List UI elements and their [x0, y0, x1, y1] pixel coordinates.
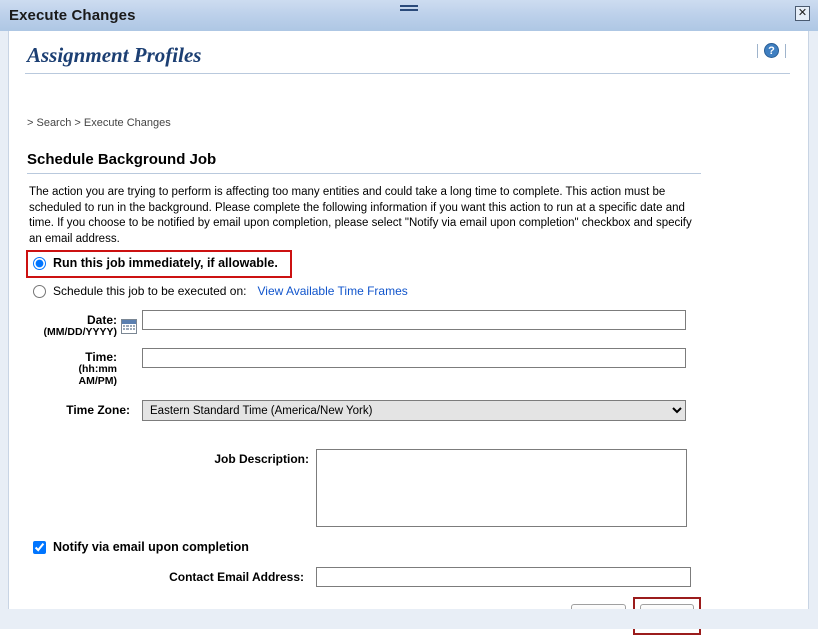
job-description-textarea[interactable]: [316, 449, 687, 527]
divider: [785, 44, 786, 58]
breadcrumb-prefix: >: [27, 117, 37, 129]
date-label: Date:: [86, 313, 117, 327]
time-format-hint-line1: (hh:mm: [78, 363, 117, 375]
calendar-icon[interactable]: [121, 319, 137, 334]
contact-email-input[interactable]: [316, 567, 691, 587]
section-divider: [27, 173, 701, 174]
radio-option-schedule[interactable]: [33, 284, 408, 298]
divider: [757, 44, 758, 58]
page-frame: [0, 31, 818, 629]
job-description-label: Job Description:: [214, 452, 309, 466]
timezone-label: Time Zone:: [66, 403, 130, 417]
help-group: [757, 43, 786, 58]
notify-email-checkbox[interactable]: [33, 541, 46, 554]
contact-email-label: Contact Email Address:: [169, 570, 304, 584]
breadcrumb: [27, 117, 171, 129]
header-divider: [25, 73, 790, 74]
notify-email-label[interactable]: Notify via email upon completion: [53, 540, 249, 554]
radio-run-immediately-label[interactable]: Run this job immediately, if allowable.: [53, 256, 278, 270]
close-icon[interactable]: ✕: [795, 6, 810, 21]
section-title: Schedule Background Job: [27, 151, 217, 168]
breadcrumb-item-execute-changes[interactable]: Execute Changes: [83, 117, 171, 129]
breadcrumb-item-search[interactable]: Search: [36, 117, 72, 129]
radio-run-immediately[interactable]: [33, 257, 46, 270]
radio-schedule-job[interactable]: [33, 285, 46, 298]
date-input[interactable]: [142, 310, 686, 330]
dialog-title-bar: [0, 0, 818, 32]
dialog-title: Execute Changes: [9, 7, 136, 24]
help-icon[interactable]: ?: [764, 43, 779, 58]
radio-schedule-job-label[interactable]: Schedule this job to be executed on:: [53, 284, 247, 298]
view-available-time-frames-link[interactable]: View Available Time Frames: [257, 284, 408, 298]
window-grip-icon: [400, 5, 418, 13]
date-format-hint: (MM/DD/YYYY): [43, 326, 117, 338]
time-format-hint-line2: AM/PM): [78, 375, 117, 387]
breadcrumb-separator: >: [71, 117, 84, 129]
intro-text: The action you are trying to perform is affecting too many entities and could take a long time to complete. This action must be scheduled to run in the background. Please complete the following information if you want this action to run at a specific date and time. If you choose to be notified by email upon completion, please select "Notify via email upon completion" checkbox and specify an email address.: [29, 186, 692, 245]
bottom-strip: [0, 609, 818, 629]
notify-email-row[interactable]: [33, 540, 249, 554]
time-format-hint: [9, 363, 117, 387]
time-label: Time:: [85, 350, 117, 364]
app-header: [9, 31, 808, 75]
radio-option-run-immediately[interactable]: [33, 256, 278, 270]
page-title: Assignment Profiles: [27, 43, 202, 67]
timezone-select[interactable]: [142, 400, 686, 421]
content-panel: [8, 31, 809, 609]
time-input[interactable]: [142, 348, 686, 368]
